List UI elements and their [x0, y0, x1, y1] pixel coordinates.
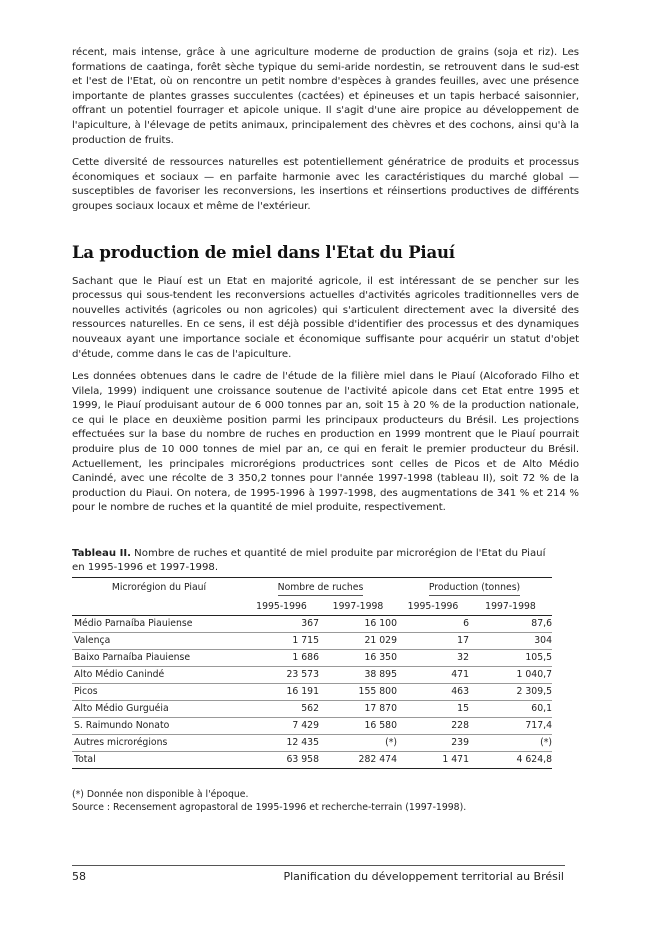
cell-production-1995: 17 — [457, 635, 469, 647]
section-title: La production de miel dans l'Etat du Piauí — [72, 242, 455, 262]
cell-hives-1995: 367 — [301, 618, 319, 630]
table-caption-text: Nombre de ruches et quantité de miel produite par microrégion de l'Etat du Piauí en 1995-1996 et 1997-1998. — [72, 548, 546, 574]
honey-production-table — [72, 577, 552, 769]
cell-hives-1995: 1 715 — [292, 635, 319, 647]
cell-hives-1995: 12 435 — [286, 737, 319, 749]
table-row — [72, 735, 552, 752]
cell-hives-1997: (*) — [385, 737, 397, 749]
cell-hives-1997: 16 100 — [364, 618, 397, 630]
cell-region: S. Raimundo Nonato — [74, 720, 170, 732]
cell-production-1997: 105,5 — [525, 652, 552, 664]
footer-divider — [72, 865, 565, 866]
cell-hives-1995: 16 191 — [286, 686, 319, 698]
cell-production-1995: 32 — [457, 652, 469, 664]
cell-hives-1997: 16 580 — [364, 720, 397, 732]
intro-paragraph-1: récent, mais intense, grâce à une agriculture moderne de production de grains (soja et riz). Les formations de caatinga, forêt sèche typique du semi-aride nordestin, se retrouvent dans le sud-est et l'est de l'Etat, où on rencontre un petit nombre d'espèces à grandes feuilles, avec une présence importante de plantes grasses succulentes (cactées) et épineuses et un tapis herbacé saisonnier, offrant un potentiel fourrager et apicole unique. Il s'agit d'une aire propice au développement de l'apiculture, à l'élevage de petits animaux, principalement des chèvres et des cochons, ainsi qu'à la production de fruits. — [72, 47, 579, 146]
cell-hives-1995: 1 686 — [292, 652, 319, 664]
cell-production-1995: 1 471 — [442, 754, 469, 766]
cell-production-1995: 228 — [451, 720, 469, 732]
cell-region: Total — [74, 754, 96, 766]
cell-production-1997: 60,1 — [531, 703, 552, 715]
cell-hives-1995: 7 429 — [292, 720, 319, 732]
table-body — [72, 616, 552, 769]
column-header-region: Microrégion du Piauí — [72, 578, 244, 599]
cell-region: Picos — [74, 686, 98, 698]
table-row — [72, 616, 552, 633]
footer-book-title: Planification du développement territorial au Brésil — [283, 870, 564, 883]
column-header-hives-1995: 1995-1996 — [256, 601, 307, 613]
cell-production-1995: 463 — [451, 686, 469, 698]
cell-hives-1995: 23 573 — [286, 669, 319, 681]
cell-production-1997: 2 309,5 — [516, 686, 552, 698]
table-source: Source : Recensement agropastoral de 1995-1996 et recherche-terrain (1997-1998). — [72, 801, 467, 813]
body-paragraph-1: Sachant que le Piauí est un Etat en majorité agricole, il est intéressant de se pencher sur les processus qui sous-tendent les reconversions actuelles d'activités agricoles traditionnelles vers de nouvelles activités (agricoles ou non agricoles) qui s'articulent directement avec la diversité des ressources naturelles. En ce sens, il est déjà possible d'identifier des processus et des dynamiques nouveaux ayant une importance sociale et économique suffisante pour acquérir un statut d'objet d'étude, comme dans le cas de l'apiculture. — [72, 275, 579, 360]
body-paragraph-2: Les données obtenues dans le cadre de l'étude de la filière miel dans le Piauí (Alcoforado Filho et Vilela, 1999) indiquent une croissance soutenue de l'activité apicole dans cet Etat entre 1995 et 1999, le Piauí produisant autour de 6 000 tonnes par an, soit 15 à 20 % de la production nationale, ce qui le place en deuxième position parmi les principaux producteurs du Brésil. Les projections effectuées sur la base du nombre de ruches en production en 1999 montrent que le Piauí pourrait produire plus de 10 000 tonnes de miel par an, ce qui en ferait le premier producteur du Brésil. Actuellement, les principales microrégions productrices sont celles de Picos et de Alto Médio Canindé, avec une récolte de 3 350,2 tonnes pour l'année 1997-1998 (tableau II), soit 72 % de la production du Piaui. On notera, de 1995-1996 à 1997-1998, des augmentations de 341 % et 214 % pour le nombre de ruches et la quantité de miel produite, respectivement. — [72, 371, 579, 514]
table-row — [72, 701, 552, 718]
cell-production-1997: 4 624,8 — [516, 754, 552, 766]
table-note: (*) Donnée non disponible à l'époque. — [72, 789, 249, 801]
cell-production-1997: 717,4 — [525, 720, 552, 732]
cell-hives-1995: 63 958 — [286, 754, 319, 766]
column-header-prod-1997: 1997-1998 — [485, 601, 536, 613]
page-number: 58 — [72, 870, 86, 883]
table-row — [72, 752, 552, 769]
intro-paragraph-2: Cette diversité de ressources naturelles est potentiellement génératrice de produits et processus économiques et sociaux — en parfaite harmonie avec les caractéristiques du marché global — susceptibles de favoriser les reconversions, les insertions et réinsertions productives de différents groupes sociaux locaux et même de l'extérieur. — [72, 157, 579, 212]
table-caption-label: Tableau II. — [72, 548, 131, 560]
cell-production-1997: 87,6 — [531, 618, 552, 630]
cell-production-1997: 304 — [534, 635, 552, 647]
cell-hives-1997: 16 350 — [364, 652, 397, 664]
cell-production-1995: 239 — [451, 737, 469, 749]
cell-region: Médio Parnaíba Piauiense — [74, 618, 193, 630]
table-notes — [72, 789, 579, 814]
cell-production-1995: 471 — [451, 669, 469, 681]
column-header-blank — [72, 598, 244, 616]
cell-hives-1997: 17 870 — [364, 703, 397, 715]
cell-hives-1997: 155 800 — [358, 686, 397, 698]
cell-hives-1997: 282 474 — [358, 754, 397, 766]
cell-region: Valença — [74, 635, 111, 647]
cell-production-1995: 6 — [463, 618, 469, 630]
cell-region: Autres microrégions — [74, 737, 168, 749]
cell-hives-1997: 38 895 — [364, 669, 397, 681]
cell-hives-1995: 562 — [301, 703, 319, 715]
cell-region: Alto Médio Canindé — [74, 669, 165, 681]
cell-hives-1997: 21 029 — [364, 635, 397, 647]
cell-production-1995: 15 — [457, 703, 469, 715]
table-row — [72, 667, 552, 684]
page-content — [72, 46, 579, 814]
cell-production-1997: (*) — [540, 737, 552, 749]
column-header-hives-1997: 1997-1998 — [332, 601, 384, 613]
cell-region: Baixo Parnaíba Piauiense — [74, 652, 191, 664]
cell-region: Alto Médio Gurguéia — [74, 703, 169, 715]
table-caption — [72, 547, 552, 575]
column-group-hives: Nombre de ruches — [244, 578, 397, 599]
table-row — [72, 633, 552, 650]
cell-production-1997: 1 040,7 — [516, 669, 552, 681]
table-row — [72, 684, 552, 701]
table-row — [72, 650, 552, 667]
column-group-production: Production (tonnes) — [397, 578, 552, 599]
table-row — [72, 718, 552, 735]
column-header-prod-1995: 1995-1996 — [407, 601, 459, 613]
